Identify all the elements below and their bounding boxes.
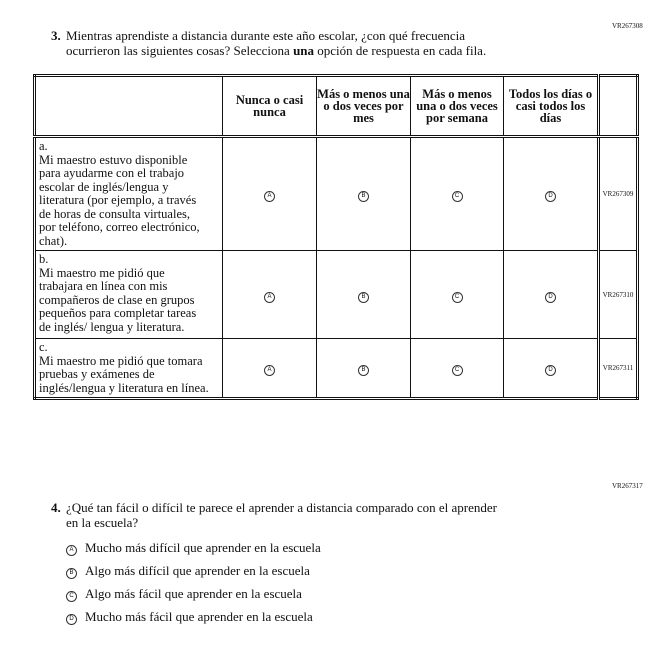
question-number: 3. <box>51 28 61 43</box>
answer-bubble-b[interactable]: B <box>66 568 77 579</box>
item-code: VR267310 <box>599 251 638 339</box>
question-text-line2: en la escuela? <box>66 515 139 530</box>
answer-cell <box>411 339 504 399</box>
question-3 <box>51 28 606 58</box>
option-label: Algo más difícil que aprender en la escuela <box>85 563 310 578</box>
row-text: Mi maestro estuvo disponible para ayudarme con el trabajo escolar de inglés/lengua y literatura (por ejemplo, a través de horas de consulta virtuales, por teléfono, correo electrónico, chat). <box>39 152 200 248</box>
table-row <box>35 339 638 399</box>
row-label <box>35 251 223 339</box>
answer-cell <box>411 137 504 251</box>
column-header: Nunca o casi nunca <box>223 76 317 137</box>
answer-option[interactable] <box>66 609 313 625</box>
answer-bubble-b[interactable]: B <box>358 292 369 303</box>
item-code: VR267317 <box>612 482 643 490</box>
answer-cell <box>223 339 317 399</box>
text: ocurrieron las siguientes cosas? Selecciona <box>66 43 294 58</box>
row-letter: a. <box>39 139 48 153</box>
row-letter: c. <box>39 340 48 354</box>
answer-bubble-a[interactable]: A <box>264 365 275 376</box>
question-text-line2 <box>66 43 606 58</box>
text: opción de respuesta en cada fila. <box>314 43 487 58</box>
emphasis: una <box>293 43 315 58</box>
answer-bubble-a[interactable]: A <box>264 292 275 303</box>
answer-cell <box>223 137 317 251</box>
table-row <box>35 137 638 251</box>
column-header: Todos los días o casi todos los días <box>504 76 599 137</box>
answer-bubble-c[interactable]: C <box>452 191 463 202</box>
answer-cell <box>223 251 317 339</box>
answer-bubble-a[interactable]: A <box>264 191 275 202</box>
answer-cell <box>504 137 599 251</box>
answer-bubble-d[interactable]: D <box>545 365 556 376</box>
answer-bubble-c[interactable]: C <box>452 365 463 376</box>
answer-bubble-b[interactable]: B <box>358 365 369 376</box>
answer-bubble-d[interactable]: D <box>66 614 77 625</box>
header-blank <box>599 76 638 137</box>
answer-cell <box>411 251 504 339</box>
answer-option[interactable] <box>66 563 310 579</box>
option-label: Mucho más fácil que aprender en la escuela <box>85 609 313 624</box>
option-label: Algo más fácil que aprender en la escuela <box>85 586 302 601</box>
column-header: Más o menos una o dos veces por semana <box>411 76 504 137</box>
answer-bubble-c[interactable]: C <box>452 292 463 303</box>
row-label <box>35 137 223 251</box>
answer-bubble-d[interactable]: D <box>545 292 556 303</box>
answer-bubble-a[interactable]: A <box>66 545 77 556</box>
answer-cell <box>504 251 599 339</box>
answer-bubble-d[interactable]: D <box>545 191 556 202</box>
answer-bubble-c[interactable]: C <box>66 591 77 602</box>
question-text-line1: ¿Qué tan fácil o difícil te parece el aprender a distancia comparado con el aprender <box>66 500 497 515</box>
row-letter: b. <box>39 252 49 266</box>
table-row <box>35 251 638 339</box>
answer-bubble-b[interactable]: B <box>358 191 369 202</box>
answer-option[interactable] <box>66 540 321 556</box>
frequency-table <box>33 74 639 400</box>
question-text-line1: Mientras aprendiste a distancia durante este año escolar, ¿con qué frecuencia <box>66 28 466 43</box>
item-code: VR267308 <box>612 22 643 30</box>
answer-cell <box>504 339 599 399</box>
answer-cell <box>317 339 411 399</box>
question-number: 4. <box>51 500 61 515</box>
answer-option[interactable] <box>66 586 302 602</box>
question-4 <box>51 500 606 530</box>
answer-cell <box>317 251 411 339</box>
item-code: VR267311 <box>599 339 638 399</box>
row-text: Mi maestro me pidió que tomara pruebas y exámenes de inglés/lengua y literatura en línea. <box>39 353 209 395</box>
row-text: Mi maestro me pidió que trabajara en línea con mis compañeros de clase en grupos pequeños para completar tareas de inglés/ lengua y literatura. <box>39 265 197 334</box>
answer-cell <box>317 137 411 251</box>
column-header: Más o menos una o dos veces por mes <box>317 76 411 137</box>
header-blank <box>35 76 223 137</box>
row-label <box>35 339 223 399</box>
option-label: Mucho más difícil que aprender en la escuela <box>85 540 321 555</box>
item-code: VR267309 <box>599 137 638 251</box>
